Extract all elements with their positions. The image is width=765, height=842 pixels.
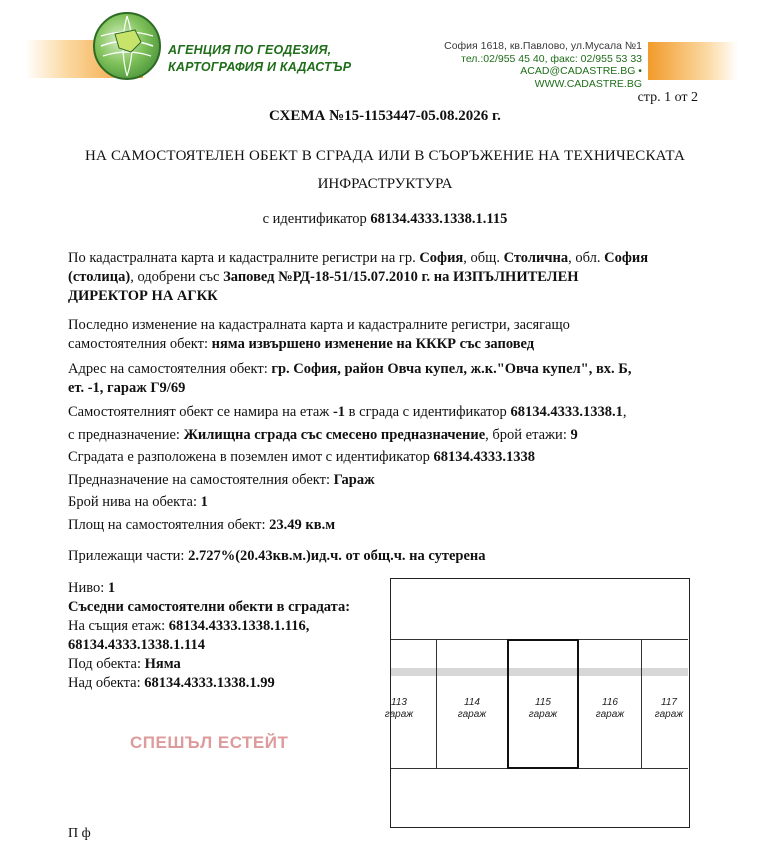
area-line	[68, 516, 728, 535]
plan-unit-label	[369, 697, 429, 721]
floors-count-value: 9	[570, 427, 578, 443]
same-floor-value-cont: 68134.4333.1338.1.114	[68, 637, 205, 653]
same-floor-value: 68134.4333.1338.1.116,	[168, 618, 310, 634]
text: , обл.	[568, 250, 605, 266]
land-value: 68134.4333.1338	[433, 449, 535, 465]
last-change-line1: Последно изменение на кадастралната карта и кадастралните регистри, засягащо	[68, 317, 570, 333]
plan-wall-divider	[641, 639, 642, 769]
shared-parts-label: Прилежащи части:	[68, 548, 189, 564]
text: в сграда с идентификатор	[345, 404, 511, 420]
region-value: София	[604, 250, 649, 266]
object-identifier	[40, 211, 730, 228]
above-label: Над обекта:	[68, 675, 145, 691]
below-label: Под обекта:	[68, 656, 145, 672]
building-id-value: 68134.4333.1338.1	[510, 404, 623, 420]
unit-kind: гараж	[654, 709, 684, 720]
area-value: 23.49 кв.м	[269, 517, 336, 533]
unit-kind: гараж	[528, 709, 558, 720]
object-purpose-value: Гараж	[333, 472, 375, 488]
plan-unit-label	[442, 697, 502, 721]
watermark-text: СПЕШЪЛ ЕСТЕЙТ	[130, 733, 289, 752]
identifier-value: 68134.4333.1338.1.115	[370, 211, 508, 227]
last-change-label: самостоятелния обект:	[68, 336, 212, 352]
document-subtitle-line1: НА САМОСТОЯТЕЛЕН ОБЕКТ В СГРАДА ИЛИ В СЪОРЪЖЕНИЕ НА ТЕХНИЧЕСКАТА	[84, 148, 686, 164]
floor-plan	[384, 578, 690, 828]
contact-address: София 1618, кв.Павлово, ул.Мусала №1	[444, 40, 642, 52]
logo-accent-bar-right	[648, 42, 738, 80]
unit-number: 114	[464, 697, 480, 708]
area-label: Площ на самостоятелния обект:	[68, 517, 270, 533]
object-purpose-label: Предназначение на самостоятелния обект:	[68, 472, 334, 488]
last-change-paragraph	[68, 316, 728, 354]
text: с предназначение:	[68, 427, 184, 443]
below-value: Няма	[144, 656, 181, 672]
order-value: Заповед №РД-18-51/15.07.2010 г. на ИЗПЪЛНИТЕЛЕН	[223, 269, 579, 285]
contact-phones: тел.:02/955 45 40, факс: 02/955 53 33	[461, 52, 642, 65]
land-line	[68, 448, 728, 467]
globe-map-icon	[93, 12, 161, 80]
above-value: 68134.4333.1338.1.99	[144, 675, 275, 691]
unit-number: 113	[391, 697, 407, 708]
city-value: София	[419, 250, 464, 266]
plan-unit-label	[580, 697, 640, 721]
floor-value: -1	[332, 404, 346, 420]
agency-name	[168, 42, 368, 76]
text: По кадастралната карта и кадастралните регистри на гр.	[68, 250, 420, 266]
address-paragraph	[68, 360, 728, 398]
shared-parts-value: 2.727%(20.43кв.м.)ид.ч. от общ.ч. на сутерена	[188, 548, 486, 564]
agency-name-line2: КАРТОГРАФИЯ И КАДАСТЪР	[168, 60, 352, 74]
unit-number: 115	[535, 697, 551, 708]
unit-number: 116	[602, 697, 618, 708]
contact-block	[420, 40, 642, 90]
document-subtitle-line2: ИНФРАСТРУКТУРА	[317, 176, 453, 192]
unit-kind: гараж	[595, 709, 625, 720]
municipality-value: Столична	[503, 250, 569, 266]
address-value: гр. София, район Овча купел, ж.к."Овча купел", вх. Б,	[271, 361, 632, 377]
object-purpose-line	[68, 471, 728, 490]
levels-value: 1	[200, 494, 208, 510]
agency-name-line1: АГЕНЦИЯ ПО ГЕОДЕЗИЯ,	[168, 43, 332, 57]
neighbors-block	[68, 579, 388, 693]
unit-kind: гараж	[384, 709, 414, 720]
page-number: стр. 1 от 2	[637, 90, 698, 105]
shared-parts-line	[68, 547, 728, 566]
land-label: Сградата е разположена в поземлен имот с идентификатор	[68, 449, 434, 465]
same-floor-label: На същия етаж:	[68, 618, 169, 634]
unit-number: 117	[661, 697, 677, 708]
neighbors-heading: Съседни самостоятелни обекти в сградата:	[68, 599, 351, 615]
order-value-cont: ДИРЕКТОР НА АГКК	[68, 288, 218, 304]
last-change-value: няма извършено изменение на КККР със заповед	[211, 336, 535, 352]
level-value: 1	[107, 580, 116, 596]
region-value-cont: (столица)	[68, 269, 131, 285]
levels-line	[68, 493, 728, 512]
cutoff-text: П ф	[68, 826, 91, 841]
document-title: СХЕМА №15-1153447-05.08.2026 г.	[269, 108, 501, 124]
address-label: Адрес на самостоятелния обект:	[68, 361, 272, 377]
floor-paragraph	[68, 403, 728, 445]
unit-kind: гараж	[457, 709, 487, 720]
identifier-label: с идентификатор	[262, 211, 371, 227]
contact-web: ACAD@CADASTRE.BG • WWW.CADASTRE.BG	[520, 65, 642, 90]
plan-unit-label	[646, 697, 692, 721]
plan-unit-label-subject	[513, 697, 573, 721]
text: , одобрени със	[130, 269, 224, 285]
text: , общ.	[463, 250, 504, 266]
cadastral-paragraph	[68, 249, 728, 306]
text: ,	[622, 404, 627, 420]
address-value-cont: ет. -1, гараж Г9/69	[68, 380, 186, 396]
text: , брой етажи:	[485, 427, 571, 443]
plan-wall-divider	[436, 639, 437, 769]
level-label: Ниво:	[68, 580, 108, 596]
building-purpose-value: Жилищна сграда със смесено предназначение	[183, 427, 486, 443]
levels-label: Брой нива на обекта:	[68, 494, 201, 510]
text: Самостоятелният обект се намира на етаж	[68, 404, 333, 420]
